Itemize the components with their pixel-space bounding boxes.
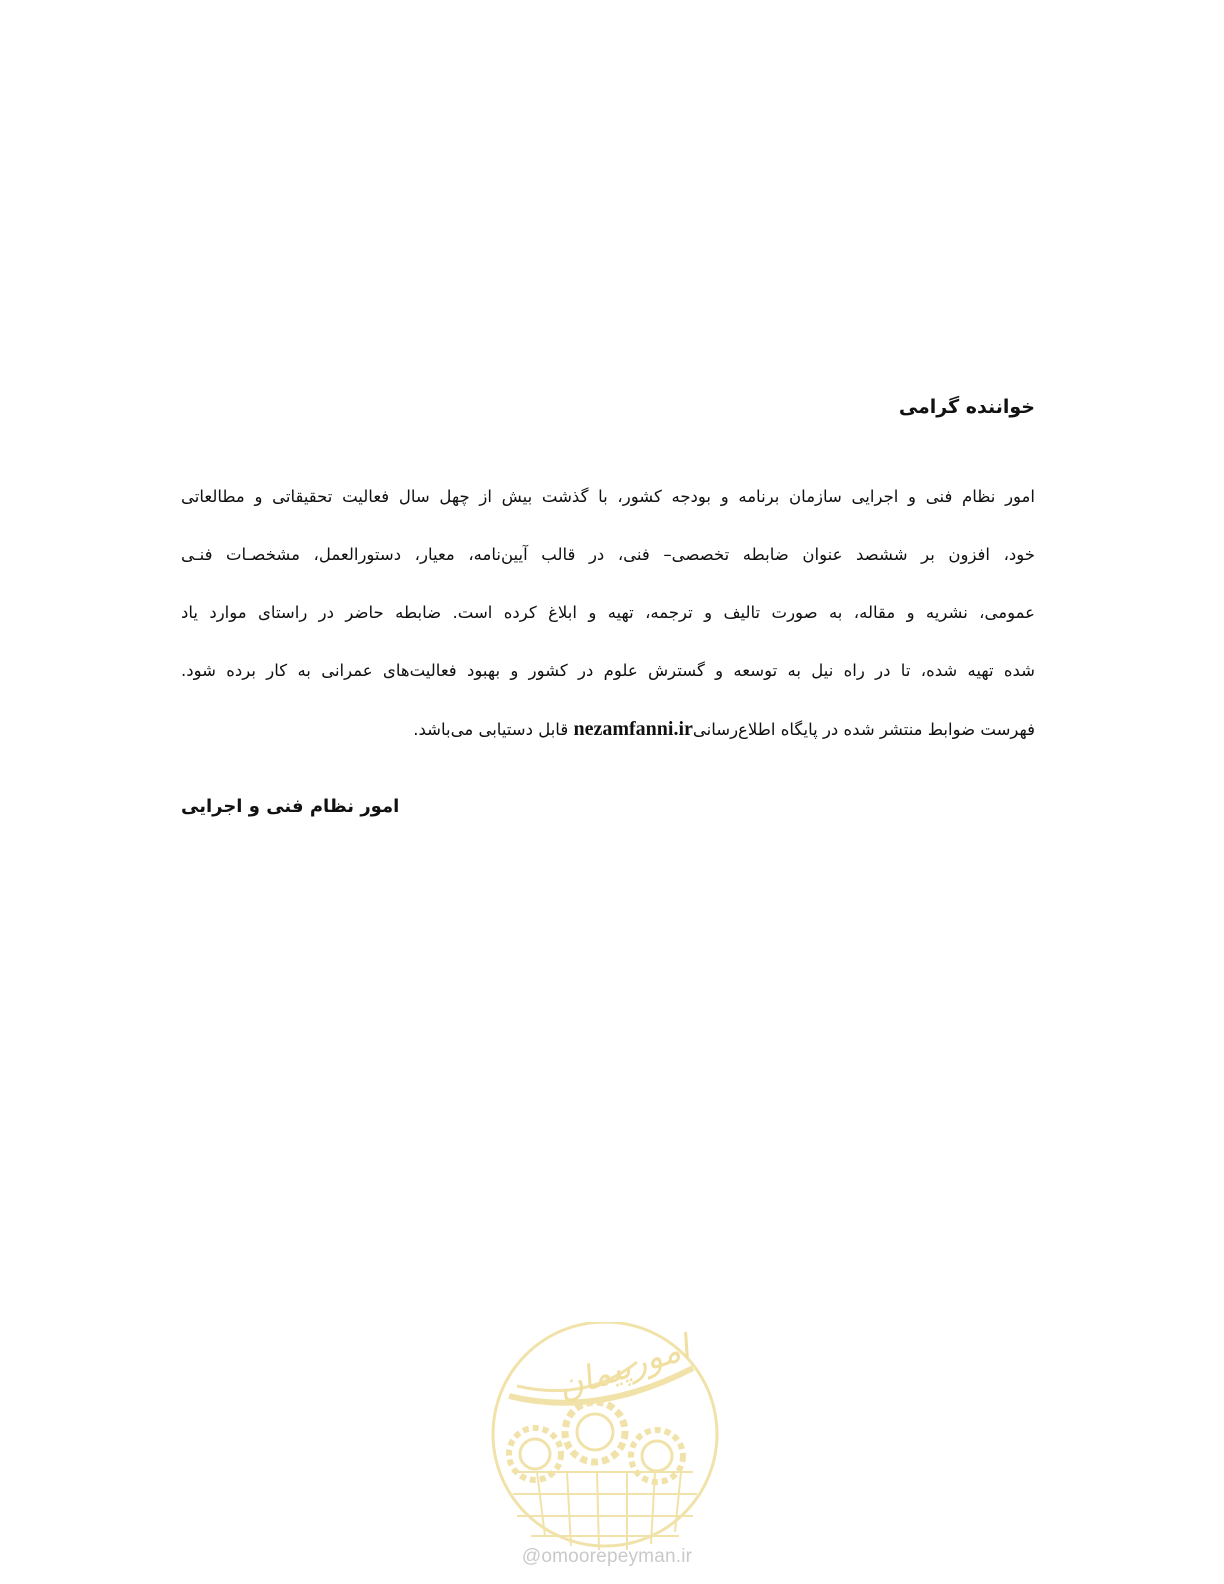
watermark-url: @omoorepeyman.ir xyxy=(521,1546,693,1567)
document-heading: خواننده گرامی xyxy=(898,396,1035,418)
paragraph-line-last xyxy=(181,700,1035,759)
intro-paragraph xyxy=(181,468,1035,759)
paragraph-line: عمومی، نشریه و مقاله، به صورت تالیف و ترجمه، تهیه و ابلاغ کرده است. ضابطه حاضر در راستای موارد یاد xyxy=(181,603,1035,622)
watermark-logo xyxy=(487,1322,723,1584)
paragraph-line: شده تهیه شده، تا در راه نیل به توسعه و گسترش علوم در کشور و بهبود فعالیت‌های عمرانی به کار برده شود. xyxy=(181,661,1035,680)
paragraph-line: امور نظام فنی و اجرایی سازمان برنامه و بودجه کشور، با گذشت بیش از چهل سال فعالیت تحقیقاتی و مطالعاتی xyxy=(181,487,1035,506)
last-line-prefix: فهرست ضوابط منتشر شده در پایگاه اطلاع‌رسانی xyxy=(692,720,1035,739)
last-line-suffix: قابل دستیابی می‌باشد. xyxy=(413,720,574,739)
paragraph-line: خود، افزون بر ششصد عنوان ضابطه تخصصی– فنی، در قالب آیین‌نامه، معیار، دستورالعمل، مشخصـات فنـی xyxy=(181,545,1035,564)
website-link[interactable]: nezamfanni.ir xyxy=(573,718,693,740)
document-signature: امور نظام فنی و اجرایی xyxy=(181,796,400,817)
watermark-logo-text: امورپیمان xyxy=(552,1327,695,1408)
